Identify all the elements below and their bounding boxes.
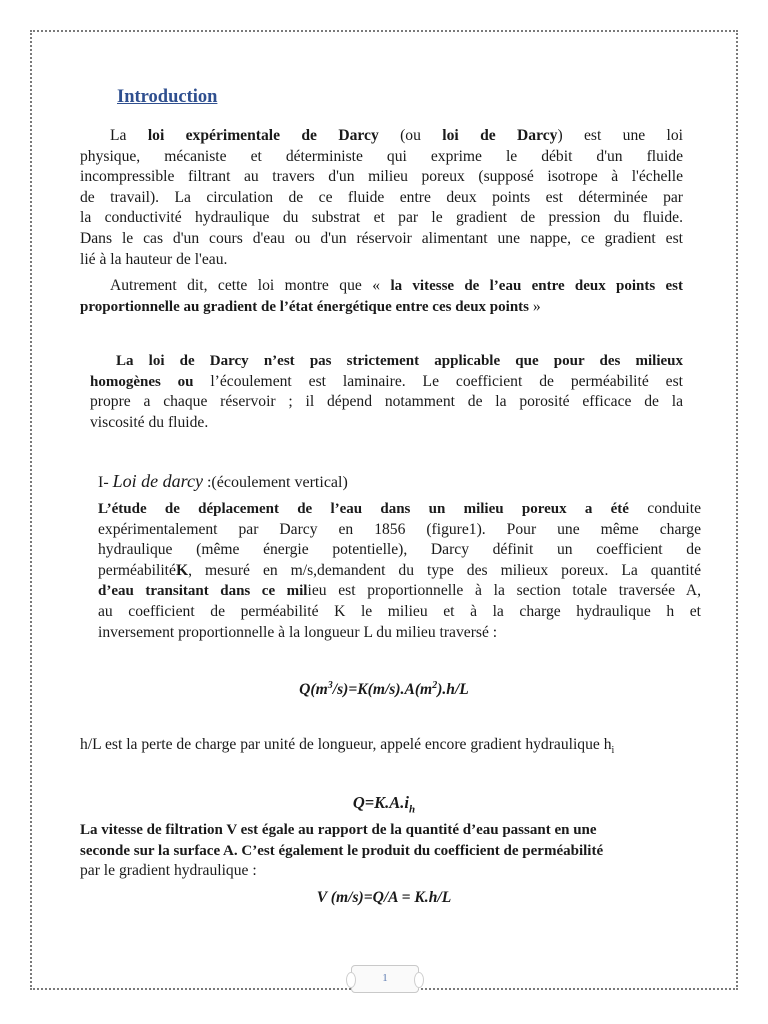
summary-line-1: Autrement dit, cette loi montre que « la vitesse de l’eau entre deux points est [110,277,683,294]
intro-line: lié à la hauteur de l'eau. [80,250,228,268]
velocity-paragraph [80,820,683,882]
darcy-paragraph [98,499,701,643]
limits-line-4: viscosité du fluide. [90,413,209,431]
darcy-line-3: hydraulique (même énergie potentielle), Darcy définit un coefficient de [98,541,701,559]
limits-paragraph [90,351,683,433]
velocity-line-1: La vitesse de filtration V est égale au rapport de la quantité d’eau passant en une [80,822,597,838]
darcy-line-1: L’étude de déplacement de l’eau dans un milieu poreux a été conduite [98,500,702,517]
intro-line-1: La loi expérimentale de Darcy (ou loi de Darcy) est une loi [110,127,683,144]
summary-paragraph [80,276,683,317]
intro-heading: Introduction [117,87,218,107]
limits-line-2: homogènes ou l’écoulement est laminaire. Le coefficient de perméabilité est [90,372,683,390]
velocity-line-2: seconde sur la surface A. C’est également le produit du coefficient de perméabilité [80,842,604,859]
darcy-formula: $Q(m^3/s)=K(m/s).A(m^2).h/L$ [299,680,469,699]
summary-line-2: proportionnelle au gradient de l’état énergétique entre ces deux points » [80,297,541,315]
limits-line-3: propre a chaque réservoir ; il dépend notamment de la porosité efficace de la [90,393,683,411]
section-heading: I- Loi de darcy :(écoulement vertical) [98,471,348,491]
darcy-line-4: perméabilitéK, mesuré en m/s,demandent du type des milieux poreux. La quantité [98,561,701,579]
darcy-line-5: d’eau transitant dans ce milieu est proportionnelle à la section totale traversée A, [98,582,702,600]
intro-paragraph [80,126,683,270]
gradient-definition: h/L est la perte de charge par unité de longueur, appelé encore gradient hydraulique $h_i$ [80,736,615,757]
intro-line: physique, mécaniste et déterministe qui exprime le débit d'un fluide [80,147,683,165]
velocity-line-3: par le gradient hydraulique : [80,862,257,880]
velocity-formula: V (m/s)=Q/A = K.h/L [316,889,452,906]
intro-line: Dans le cas d'un cours d'eau ou d'un réservoir alimentant une nappe, ce gradient est [80,229,683,247]
intro-line: la conductivité hydraulique du substrat et par le gradient de pression du fluide. [80,209,683,227]
page-number: 1 [351,965,419,993]
flow-formula: $Q=K.A.i_h$ [352,793,416,816]
intro-line: incompressible filtrant au travers d'un milieu poreux (supposé isotrope à l'échelle [80,168,683,186]
darcy-line-7: inversement proportionnelle à la longueur L du milieu traversé : [98,623,498,641]
darcy-line-6: au coefficient de perméabilité K le milieu et à la charge hydraulique h et [98,602,701,620]
limits-line-1: La loi de Darcy n’est pas strictement applicable que pour des milieux [116,353,683,369]
darcy-line-2: expérimentalement par Darcy en 1856 (figure1). Pour une même charge [98,520,701,538]
intro-line: de travail). La circulation de ce fluide entre deux points est déterminée par [80,188,683,206]
